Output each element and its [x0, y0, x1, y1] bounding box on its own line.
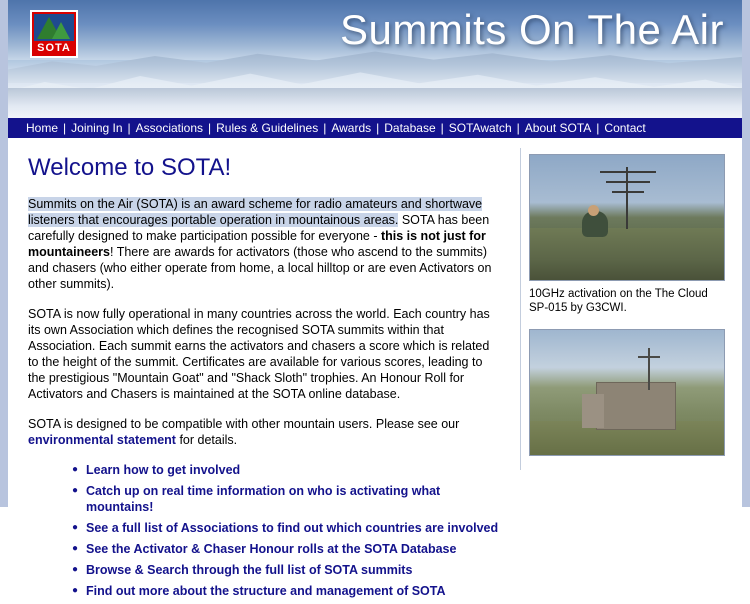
nav-item-home[interactable]: Home [26, 121, 59, 135]
banner-title: Summits On The Air [339, 6, 724, 53]
link-real-time-info[interactable]: Catch up on real time information on who is activating what mountains! [86, 484, 441, 514]
link-get-involved[interactable]: Learn how to get involved [86, 463, 241, 477]
banner-foreground-shadow [8, 88, 742, 118]
page-content [8, 138, 742, 604]
link-honour-rolls[interactable]: See the Activator & Chaser Honour rolls at the SOTA Database [86, 542, 457, 556]
nav-separator: | [516, 121, 520, 135]
photo-summit-ruin [529, 329, 725, 456]
main-navigation[interactable] [8, 118, 742, 138]
nav-separator: | [208, 121, 212, 135]
nav-item-sotawatch[interactable]: SOTAwatch [448, 121, 512, 135]
intro-text-part-b: ! There are awards for activators (those who ascend to the summits) and chasers (who either operate from home, a local hilltop or are even Activators on other summits). [28, 245, 492, 291]
link-structure-management[interactable]: Find out more about the structure and management of SOTA [86, 584, 446, 598]
list-item[interactable] [86, 541, 500, 557]
sota-logo-icon[interactable] [30, 10, 78, 58]
photo1-antenna-element [600, 171, 656, 173]
operational-paragraph: SOTA is now fully operational in many countries across the world. Each country has its own Association which defines the recognised SOTA summits within that Association. Each summit earns the activators and chasers a score which is related to the height of the summit. Certificates are available for various scores, leading to the prestigious "Mountain Goat" and "Shack Sloth" trophies. An Honour Roll for Activators and Chasers is maintained at the SOTA online database. [28, 307, 490, 401]
list-item[interactable] [86, 520, 500, 536]
main-column [8, 138, 500, 604]
nav-item-contact[interactable]: Contact [604, 121, 646, 135]
intro-bold-text: this is not just for mountaineers [28, 229, 486, 259]
nav-separator: | [596, 121, 600, 135]
list-item[interactable] [86, 462, 500, 478]
nav-separator: | [127, 121, 131, 135]
nav-item-about-sota[interactable]: About SOTA [524, 121, 592, 135]
nav-item-joining-in[interactable]: Joining In [71, 121, 123, 135]
photo-10ghz-activation [529, 154, 725, 281]
photo1-operator-head [588, 205, 599, 216]
nav-separator: | [440, 121, 444, 135]
logo-peak-shape-secondary [52, 22, 70, 39]
quick-links-list [28, 462, 500, 599]
link-browse-summits[interactable]: Browse & Search through the full list of SOTA summits [86, 563, 413, 577]
sidebar-column [520, 148, 734, 470]
photo1-antenna-element [612, 191, 644, 193]
photo1-caption: 10GHz activation on the The Cloud SP-015 by G3CWI. [529, 288, 708, 314]
site-banner [8, 0, 742, 118]
nav-item-associations[interactable]: Associations [135, 121, 204, 135]
environmental-statement-link[interactable]: environmental statement [28, 433, 176, 447]
list-item[interactable] [86, 562, 500, 578]
nav-separator: | [376, 121, 380, 135]
environmental-paragraph [28, 416, 500, 448]
photo1-antenna-mast [626, 167, 628, 229]
photo1-ground [530, 228, 724, 280]
environmental-text-a: SOTA is designed to be compatible with other mountain users. Please see our [28, 417, 460, 431]
page-title: Welcome to SOTA! [28, 154, 232, 181]
photo1-antenna-element [606, 181, 650, 183]
intro-text-part-a: SOTA has been carefully designed to make participation possible for everyone - [28, 213, 490, 243]
photo2-antenna-mast [648, 348, 650, 390]
photo2-antenna-element [638, 356, 660, 358]
list-item[interactable] [86, 583, 500, 599]
nav-separator: | [63, 121, 67, 135]
list-item[interactable] [86, 483, 500, 515]
photo2-ruin-wall [582, 394, 604, 428]
intro-highlighted-text: Summits on the Air (SOTA) is an award scheme for radio amateurs and shortwave listeners that encourages portable operation in mountainous areas. [28, 197, 483, 227]
nav-separator: | [323, 121, 327, 135]
intro-paragraph [28, 196, 500, 292]
link-associations-list[interactable]: See a full list of Associations to find out which countries are involved [86, 521, 499, 535]
environmental-text-b: for details. [175, 433, 238, 447]
nav-item-awards[interactable]: Awards [331, 121, 372, 135]
logo-text: SOTA [37, 42, 71, 54]
photo2-ruin-building [596, 382, 676, 430]
nav-item-rules-guidelines[interactable]: Rules & Guidelines [216, 121, 319, 135]
nav-item-database[interactable]: Database [384, 121, 436, 135]
